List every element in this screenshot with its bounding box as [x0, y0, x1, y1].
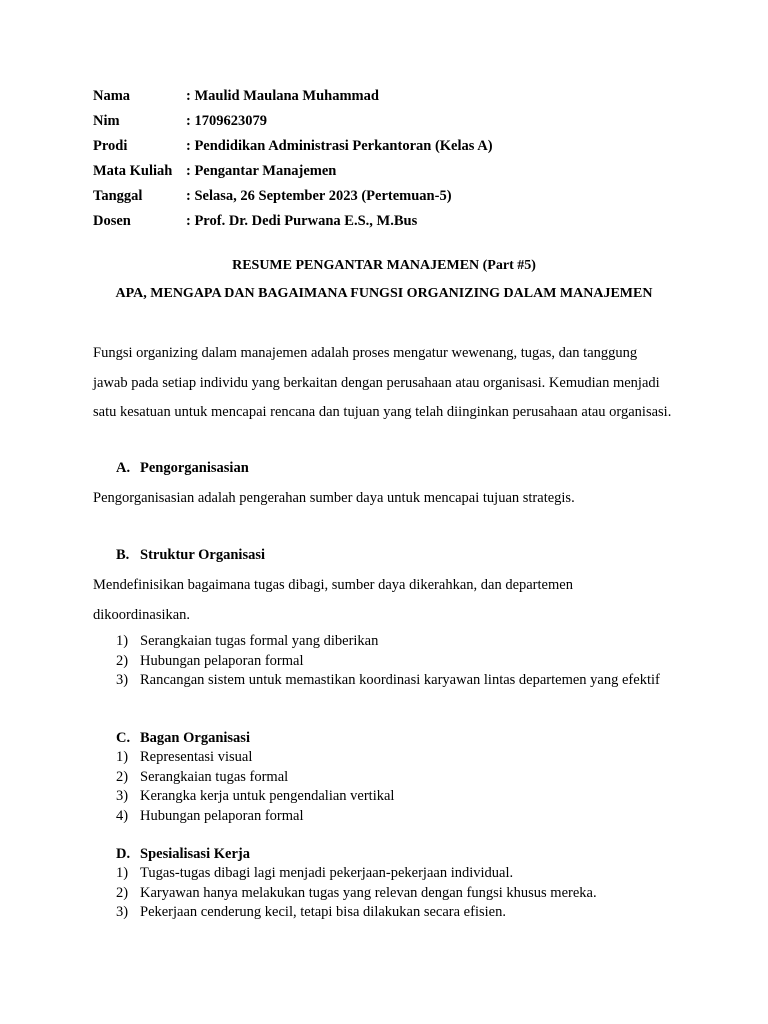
list-number: 2): [116, 768, 129, 785]
section-letter: D.: [116, 846, 131, 862]
info-label: Prodi: [93, 138, 128, 154]
list-number: 1): [116, 633, 129, 649]
section-title: Bagan Organisasi: [140, 730, 250, 746]
section-heading-c: [116, 729, 250, 747]
info-row-prodi: [93, 137, 713, 162]
list-text: Serangkaian tugas formal: [140, 768, 289, 785]
intro-paragraph: Fungsi organizing dalam manajemen adalah proses mengatur wewenang, tugas, dan tanggung jawab pada setiap individu yang berkaitan dengan perusahaan atau organisasi. Kemudian menjadi satu kesatuan untuk mencapai rencana dan tujuan yang telah diinginkan perusahaan atau organisasi.: [93, 345, 672, 420]
list-number: 4): [116, 807, 129, 824]
section-b-paragraph: Mendefinisikan bagaimana tugas dibagi, sumber daya dikerahkan, dan departemen dikoordinasikan.: [93, 577, 573, 623]
info-value: : Pendidikan Administrasi Perkantoran (Kelas A): [186, 138, 493, 154]
list-text: Hubungan pelaporan formal: [140, 652, 304, 669]
list-item: [116, 671, 674, 691]
section-letter: A.: [116, 460, 131, 476]
info-label: Nama: [93, 88, 131, 104]
list-number: 3): [116, 904, 129, 920]
list-item: [116, 652, 674, 672]
info-row-nim: [93, 112, 713, 137]
section-title: Pengorganisasian: [140, 460, 249, 476]
info-row-tanggal: [93, 187, 713, 212]
list-text: Hubungan pelaporan formal: [140, 807, 304, 824]
list-number: 1): [116, 749, 129, 765]
student-info-block: [93, 87, 713, 237]
list-item: [116, 807, 674, 827]
info-value: : 1709623079: [186, 113, 267, 129]
section-title: Struktur Organisasi: [140, 547, 266, 563]
section-heading-d: [116, 845, 250, 863]
section-b-list: [116, 632, 674, 691]
section-letter: C.: [116, 730, 131, 746]
list-item: [116, 632, 674, 652]
section-letter: B.: [116, 547, 130, 563]
info-label: Dosen: [93, 213, 131, 229]
info-row-nama: [93, 87, 713, 112]
list-item: [116, 884, 674, 904]
info-label: Tanggal: [93, 188, 143, 204]
list-item: [116, 748, 674, 768]
list-number: 3): [116, 672, 129, 688]
list-text: Representasi visual: [140, 749, 253, 765]
list-text: Kerangka kerja untuk pengendalian vertikal: [140, 788, 395, 804]
section-d-list: [116, 864, 674, 923]
info-value: : Prof. Dr. Dedi Purwana E.S., M.Bus: [186, 213, 418, 229]
info-value: : Maulid Maulana Muhammad: [186, 88, 379, 104]
info-row-mata-kuliah: [93, 162, 713, 187]
list-text: Pekerjaan cenderung kecil, tetapi bisa dilakukan secara efisien.: [140, 904, 506, 920]
list-number: 2): [116, 652, 129, 669]
info-value: : Pengantar Manajemen: [186, 163, 337, 179]
info-value: : Selasa, 26 September 2023 (Pertemuan-5): [186, 188, 452, 204]
document-title: RESUME PENGANTAR MANAJEMEN (Part #5): [232, 258, 536, 273]
info-label: Mata Kuliah: [93, 163, 173, 179]
section-heading-a: [116, 459, 249, 477]
list-text: Serangkaian tugas formal yang diberikan: [140, 633, 379, 649]
section-a-paragraph: Pengorganisasian adalah pengerahan sumber daya untuk mencapai tujuan strategis.: [93, 490, 575, 506]
list-number: 2): [116, 884, 129, 901]
list-text: Karyawan hanya melakukan tugas yang relevan dengan fungsi khusus mereka.: [140, 884, 597, 901]
section-c-list: [116, 748, 674, 826]
info-row-dosen: [93, 212, 713, 237]
list-text: Rancangan sistem untuk memastikan koordinasi karyawan lintas departemen yang efektif: [140, 672, 660, 688]
list-item: [116, 864, 674, 884]
section-heading-b: [116, 546, 265, 564]
list-text: Tugas-tugas dibagi lagi menjadi pekerjaan-pekerjaan individual.: [140, 865, 514, 881]
document-subtitle: APA, MENGAPA DAN BAGAIMANA FUNGSI ORGANIZING DALAM MANAJEMEN: [115, 286, 653, 301]
list-item: [116, 787, 674, 807]
list-number: 3): [116, 788, 129, 804]
list-number: 1): [116, 865, 129, 881]
info-label: Nim: [93, 113, 120, 129]
section-title: Spesialisasi Kerja: [140, 846, 250, 862]
list-item: [116, 768, 674, 788]
list-item: [116, 903, 674, 923]
